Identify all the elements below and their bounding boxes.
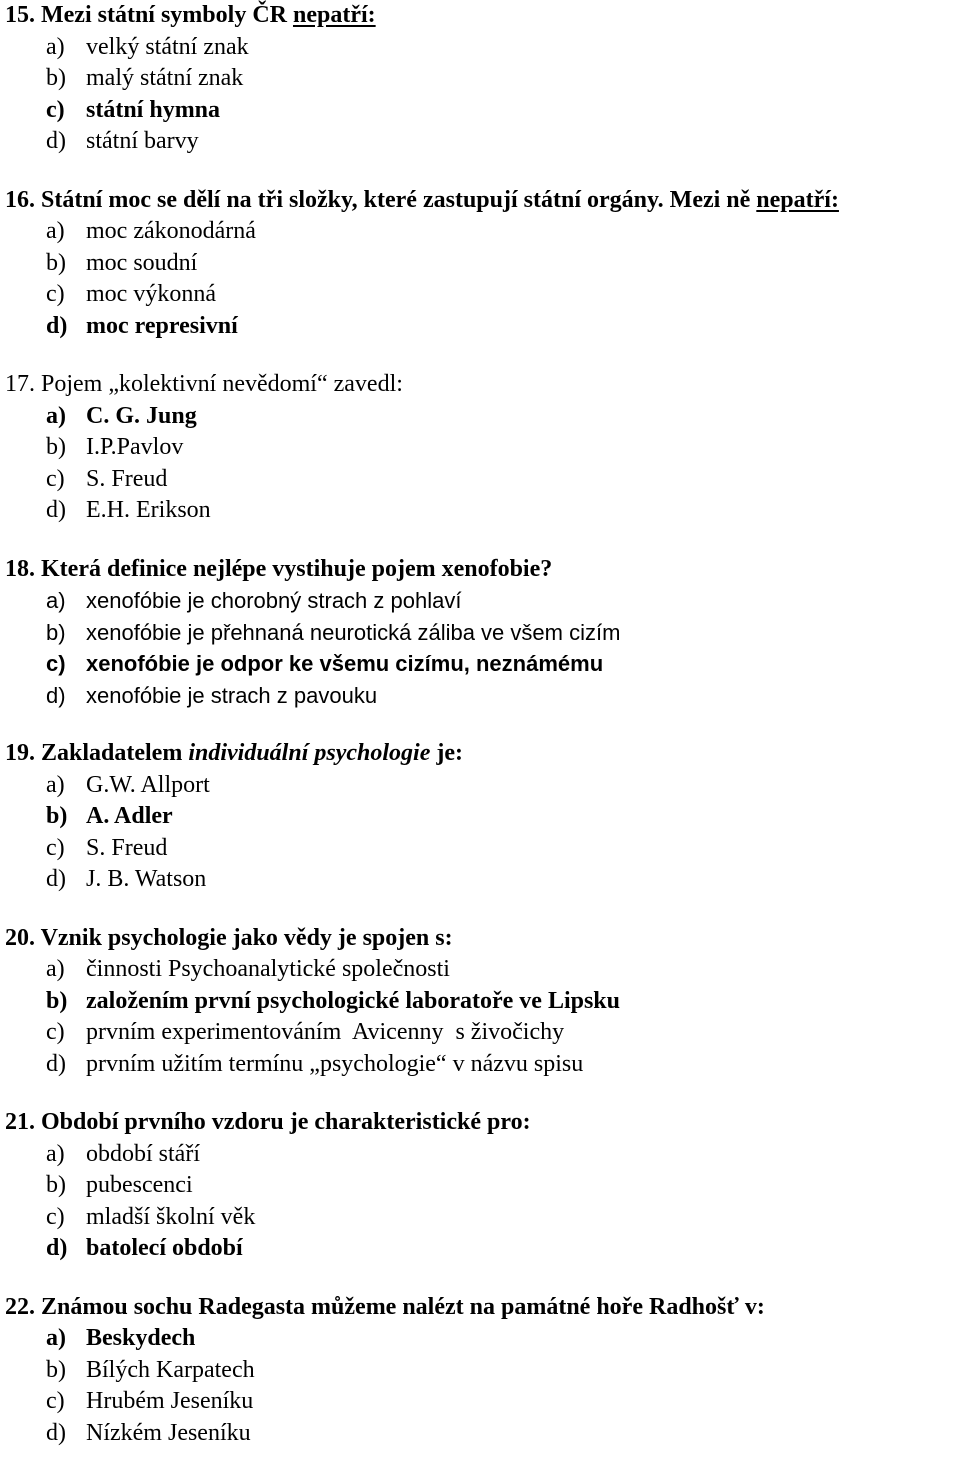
question-title (0, 1107, 960, 1139)
option-letter: d) (46, 682, 66, 708)
question-18 (0, 554, 960, 712)
question-22 (0, 1292, 960, 1450)
answer-option (0, 1233, 960, 1265)
question-number: 21. (5, 1109, 35, 1135)
question-title (0, 185, 960, 217)
answer-option (0, 648, 960, 680)
question-number: 16. (5, 186, 35, 213)
option-text: S. Freud (86, 834, 168, 861)
option-text: G.W. Allport (86, 771, 210, 798)
option-letter: b) (46, 249, 66, 276)
option-letter: c) (46, 1388, 65, 1414)
option-text: prvním experimentováním Avicenny s živočichy (86, 1019, 565, 1045)
option-letter: b) (46, 1172, 66, 1198)
option-letter: b) (46, 619, 66, 645)
question-text: Zakladatelem (35, 740, 189, 766)
option-letter: c) (46, 465, 65, 492)
option-letter: b) (46, 65, 66, 91)
question-number: 19. (5, 740, 35, 766)
option-letter: a) (46, 588, 66, 613)
question-17 (0, 369, 960, 527)
option-text: malý státní znak (86, 65, 244, 91)
option-letter: d) (46, 1050, 66, 1077)
option-text: velký státní znak (86, 33, 249, 60)
question-number: 17. (5, 371, 35, 397)
option-text: moc soudní (86, 249, 198, 276)
answer-option (0, 311, 960, 343)
option-text: Beskydech (86, 1325, 196, 1351)
answer-option (0, 954, 960, 986)
option-text: moc represivní (86, 312, 238, 339)
answer-option (0, 216, 960, 248)
question-16 (0, 185, 960, 343)
option-letter: d) (46, 866, 66, 892)
question-number: 22. (5, 1293, 35, 1320)
answer-options (0, 32, 960, 158)
question-title (0, 923, 960, 955)
answer-option (0, 126, 960, 158)
question-title (0, 0, 960, 32)
answer-options (0, 770, 960, 896)
option-text: S. Freud (86, 465, 168, 492)
question-19 (0, 738, 960, 896)
answer-option (0, 680, 960, 712)
option-letter: d) (46, 1235, 68, 1261)
question-title (0, 554, 960, 586)
option-letter: a) (46, 1325, 66, 1351)
answer-option (0, 401, 960, 433)
option-letter: b) (46, 434, 66, 460)
answer-option (0, 1355, 960, 1387)
option-letter: d) (46, 312, 68, 339)
option-text: A. Adler (86, 803, 173, 829)
option-text: mladší školní věk (86, 1203, 256, 1230)
answer-options (0, 216, 960, 342)
emphasis-underlined: nepatří: (756, 186, 839, 213)
option-text: J. B. Watson (86, 866, 207, 892)
answer-options (0, 1323, 960, 1449)
answer-option (0, 1017, 960, 1049)
option-text: xenofóbie je chorobný strach z pohlaví (86, 588, 462, 613)
option-text: I.P.Pavlov (86, 434, 184, 460)
answer-option (0, 1418, 960, 1450)
option-letter: a) (46, 402, 66, 429)
option-letter: a) (46, 956, 65, 982)
emphasis-underlined: nepatří: (292, 2, 376, 28)
question-text: je: (430, 740, 463, 766)
answer-option (0, 864, 960, 896)
question-text: Státní moc se dělí na tři složky, které zastupují státní orgány. Mezi ně (35, 186, 757, 213)
option-letter: b) (46, 987, 68, 1014)
answer-option (0, 801, 960, 833)
answer-options (0, 954, 960, 1080)
option-letter: c) (46, 281, 65, 307)
question-20 (0, 923, 960, 1081)
answer-option (0, 1323, 960, 1355)
option-text: prvním užitím termínu „psychologie“ v názvu spisu (86, 1050, 584, 1077)
option-letter: c) (46, 1019, 65, 1045)
option-letter: b) (46, 803, 68, 829)
question-text: Mezi státní symboly ČR (35, 2, 293, 28)
answer-option (0, 1202, 960, 1234)
answer-option (0, 770, 960, 802)
answer-option (0, 464, 960, 496)
answer-option (0, 986, 960, 1018)
option-text: xenofóbie je odpor ke všemu cizímu, neznámému (86, 651, 604, 676)
question-text: Známou sochu Radegasta můžeme nalézt na památné hoře Radhošť v: (35, 1293, 765, 1320)
option-text: Bílých Karpatech (86, 1356, 255, 1383)
option-letter: c) (46, 651, 66, 676)
option-text: státní barvy (86, 128, 199, 154)
answer-option (0, 495, 960, 527)
option-text: státní hymna (86, 96, 221, 123)
option-text: činnosti Psychoanalytické společnosti (86, 956, 450, 982)
answer-options (0, 1139, 960, 1265)
question-21 (0, 1107, 960, 1265)
question-text: Která definice nejlépe vystihuje pojem xenofobie? (35, 555, 553, 582)
answer-option (0, 63, 960, 95)
option-text: založením první psychologické laboratoře ve Lipsku (86, 987, 620, 1014)
answer-option (0, 617, 960, 649)
answer-option (0, 1139, 960, 1171)
option-text: moc zákonodárná (86, 218, 256, 244)
answer-option (0, 32, 960, 64)
question-number: 18. (5, 555, 35, 582)
question-15 (0, 0, 960, 158)
answer-option (0, 1386, 960, 1418)
question-text: Období prvního vzdoru je charakteristické pro: (35, 1109, 531, 1135)
answer-option (0, 95, 960, 127)
option-text: pubescenci (86, 1172, 193, 1198)
option-text: xenofóbie je přehnaná neurotická záliba ve všem cizím (86, 619, 621, 645)
answer-option (0, 1170, 960, 1202)
option-text: období stáří (86, 1140, 200, 1167)
answer-option (0, 248, 960, 280)
answer-option (0, 1049, 960, 1081)
answer-option (0, 833, 960, 865)
option-letter: a) (46, 33, 65, 60)
option-letter: c) (46, 834, 65, 861)
option-text: E.H. Erikson (86, 497, 211, 523)
option-text: Hrubém Jeseníku (86, 1388, 254, 1414)
option-letter: d) (46, 1419, 66, 1446)
question-title (0, 369, 960, 401)
option-text: moc výkonná (86, 281, 216, 307)
option-text: C. G. Jung (86, 402, 197, 429)
option-letter: a) (46, 218, 65, 244)
option-letter: c) (46, 1203, 65, 1230)
answer-option (0, 585, 960, 617)
option-text: xenofóbie je strach z pavouku (86, 682, 378, 708)
answer-options (0, 585, 960, 711)
question-number: 20. (5, 924, 35, 951)
emphasis-italic: individuální psychologie (188, 740, 431, 766)
option-letter: b) (46, 1356, 66, 1383)
question-title (0, 1292, 960, 1324)
option-text: Nízkém Jeseníku (86, 1419, 251, 1446)
question-title (0, 738, 960, 770)
option-letter: d) (46, 128, 66, 154)
answer-option (0, 279, 960, 311)
question-text: Vznik psychologie jako vědy je spojen s: (35, 924, 453, 951)
question-number: 15. (5, 2, 35, 28)
option-text: batolecí období (86, 1235, 243, 1261)
answer-option (0, 432, 960, 464)
answer-options (0, 401, 960, 527)
question-text: Pojem „kolektivní nevědomí“ zavedl: (35, 371, 403, 397)
option-letter: c) (46, 96, 65, 123)
option-letter: a) (46, 1140, 65, 1167)
option-letter: d) (46, 497, 66, 523)
option-letter: a) (46, 771, 65, 798)
